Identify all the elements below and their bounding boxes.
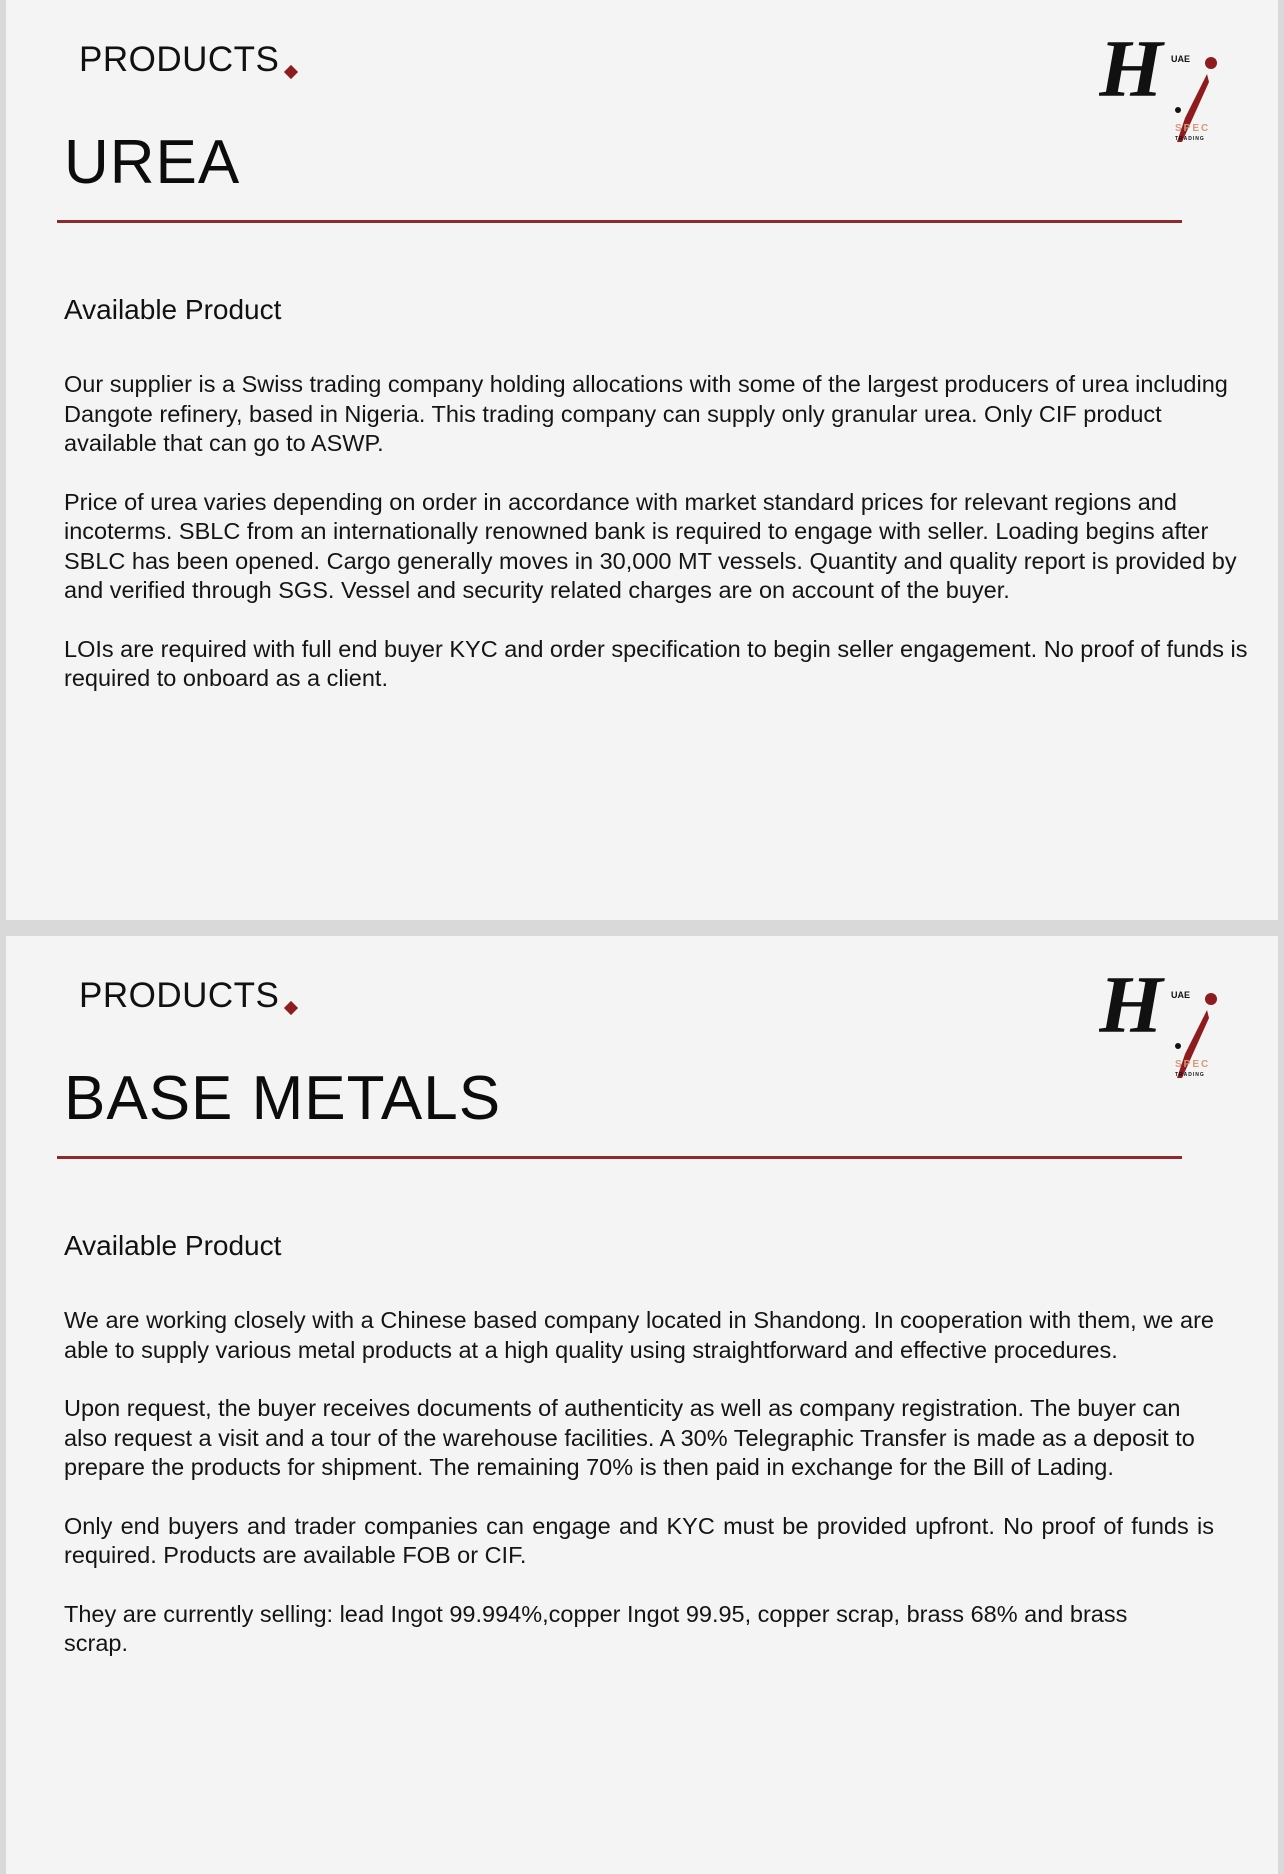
svg-text:H: H [1099, 26, 1163, 114]
svg-text:SPEC: SPEC [1175, 123, 1211, 134]
paragraph: We are working closely with a Chinese based company located in Shandong. In cooperation with them, we are able to supply various metal products at a high quality using straightforward and effective procedures. [64, 1307, 1214, 1363]
paragraph: Only end buyers and trader companies can engage and KYC must be provided upfront. No proof of funds is required. Products are available FOB or CIF. [64, 1512, 1214, 1568]
paragraph: They are currently selling: lead Ingot 99.994%,copper Ingot 99.95, copper scrap, brass 68% and brass scrap. [64, 1600, 1128, 1656]
title-divider [57, 1156, 1182, 1159]
svg-text:UAE: UAE [1171, 54, 1191, 64]
section-subheading: Available Product [64, 1230, 282, 1261]
body-text [64, 370, 1254, 723]
document-page-urea [6, 0, 1278, 920]
diamond-bullet-icon [284, 65, 298, 79]
paragraph: Our supplier is a Swiss trading company holding allocations with some of the largest producers of urea including Dangote refinery, based in Nigeria. This trading company can supply only granular urea. Only CIF product available that can go to ASWP. [64, 371, 1228, 456]
section-subheading: Available Product [64, 294, 282, 325]
page-title: UREA [64, 128, 241, 197]
company-logo-icon [1099, 962, 1225, 1080]
svg-text:SPEC: SPEC [1175, 1059, 1211, 1070]
diamond-bullet-icon [284, 1001, 298, 1015]
paragraph: LOIs are required with full end buyer KYC and order specification to begin seller engagement. No proof of funds is required to onboard as a client. [64, 635, 1248, 691]
section-kicker: PRODUCTS [79, 976, 296, 1016]
paragraph: Price of urea varies depending on order in accordance with market standard prices for relevant regions and incoterms. SBLC from an internationally renowned bank is required to engage with seller. Loading begins after SBLC has been opened. Cargo generally moves in 30,000 MT vessels. Quantity and quality report is provided by and verified through SGS. Vessel and security related charges are on account of the buyer. [64, 488, 1237, 603]
document-page-base-metals [6, 936, 1278, 1874]
svg-text:TRADING: TRADING [1175, 1072, 1205, 1078]
svg-text:H: H [1099, 962, 1163, 1050]
company-logo-icon [1099, 26, 1225, 144]
body-text [64, 1306, 1214, 1688]
paragraph: Upon request, the buyer receives documents of authenticity as well as company registration. The buyer can also request a visit and a tour of the warehouse facilities. A 30% Telegraphic Transfer is made as a deposit to prepare the products for shipment. The remaining 70% is then paid in exchange for the Bill of Lading. [64, 1395, 1195, 1480]
svg-text:TRADING: TRADING [1175, 136, 1205, 142]
page-title: BASE METALS [64, 1064, 502, 1133]
title-divider [57, 220, 1182, 223]
svg-text:UAE: UAE [1171, 990, 1191, 1000]
section-kicker: PRODUCTS [79, 40, 296, 80]
